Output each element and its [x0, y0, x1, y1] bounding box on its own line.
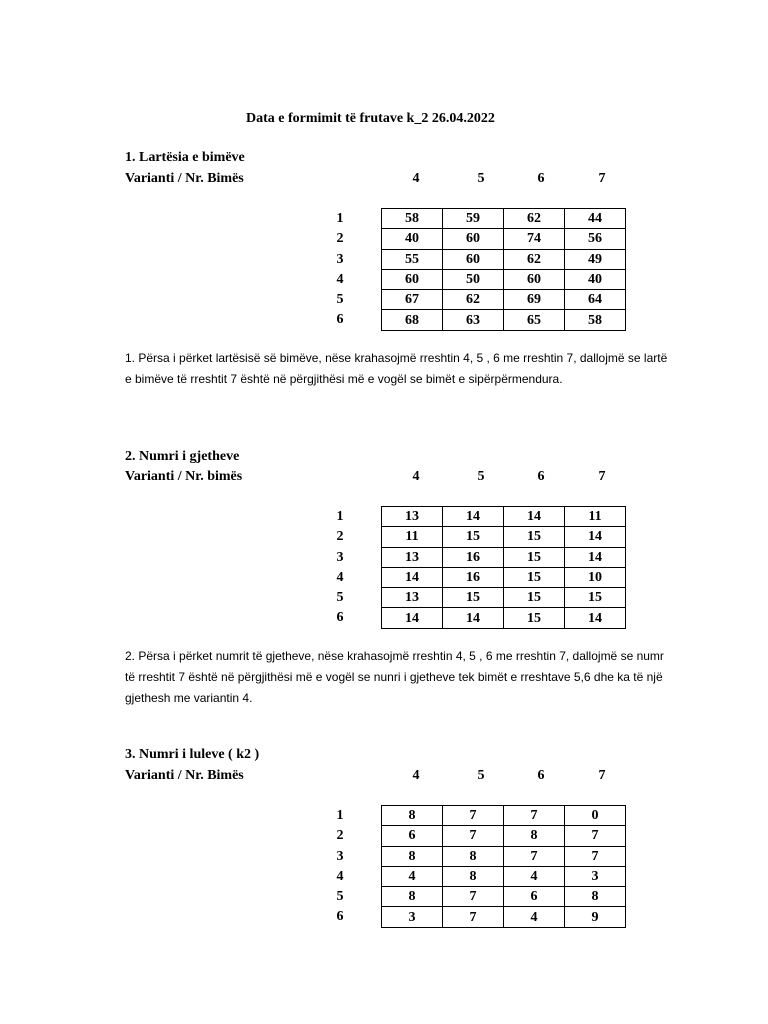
table-row: [382, 310, 626, 330]
table-cell: 15: [565, 588, 626, 608]
table-cell: 74: [504, 229, 565, 249]
row-label: 1: [336, 808, 344, 823]
column-header: 5: [477, 768, 485, 783]
note-line: gjethesh me variantin 4.: [125, 691, 253, 705]
row-label: 5: [336, 292, 344, 308]
table-row: [382, 907, 626, 927]
table-cell: 7: [443, 806, 504, 826]
section-heading: 2. Numri i gjetheve: [125, 449, 240, 464]
table-cell: 40: [382, 229, 443, 249]
row-label: 2: [336, 231, 344, 247]
data-table: [381, 805, 626, 928]
table-cell: 60: [504, 269, 565, 289]
table-cell: 14: [565, 547, 626, 567]
table-cell: 16: [443, 567, 504, 587]
section-heading: 1. Lartësia e bimëve: [125, 150, 245, 165]
table-cell: 6: [382, 826, 443, 846]
table-cell: 14: [565, 608, 626, 628]
table-cell: 7: [443, 826, 504, 846]
column-header: 7: [598, 768, 606, 783]
note-line: 2. Përsa i përket numrit të gjetheve, nëse krahasojmë rreshtin 4, 5 , 6 me rreshtin 7, dallojmë se numr: [125, 649, 664, 663]
table-cell: 60: [382, 269, 443, 289]
section-note: [125, 646, 695, 709]
table-row: [382, 567, 626, 587]
table-cell: 15: [504, 588, 565, 608]
table-cell: 8: [565, 887, 626, 907]
row-label: 4: [336, 569, 344, 585]
column-header: 5: [477, 171, 485, 186]
table-cell: 15: [443, 527, 504, 547]
section-subheading: Varianti / Nr. bimës: [125, 469, 243, 484]
table-cell: 9: [565, 907, 626, 927]
table-cell: 14: [443, 507, 504, 527]
section-note: [125, 348, 695, 390]
table-cell: 63: [443, 310, 504, 330]
table-cell: 8: [382, 846, 443, 866]
table-cell: 11: [382, 527, 443, 547]
row-label: 5: [336, 590, 344, 606]
table-cell: 65: [504, 310, 565, 330]
table-cell: 58: [565, 310, 626, 330]
table-cell: 15: [504, 527, 565, 547]
table-cell: 16: [443, 547, 504, 567]
section-subheading: Varianti / Nr. Bimës: [125, 171, 244, 186]
table-cell: 3: [565, 866, 626, 886]
table-cell: 14: [565, 527, 626, 547]
table-cell: 14: [504, 507, 565, 527]
row-label: 4: [336, 868, 344, 884]
table-cell: 62: [504, 249, 565, 269]
row-label: 1: [336, 211, 344, 226]
table-cell: 7: [565, 826, 626, 846]
row-labels: [330, 209, 350, 331]
row-label: 5: [336, 889, 344, 905]
table-cell: 4: [504, 866, 565, 886]
table-cell: 7: [565, 846, 626, 866]
section-subheading: Varianti / Nr. Bimës: [125, 768, 244, 783]
row-label: 6: [336, 312, 344, 328]
table-cell: 3: [382, 907, 443, 927]
table-cell: 15: [504, 567, 565, 587]
table-row: [382, 527, 626, 547]
table-cell: 60: [443, 249, 504, 269]
table-row: [382, 249, 626, 269]
column-header: 7: [598, 469, 606, 484]
table-cell: 67: [382, 290, 443, 310]
page-title: Data e formimit të frutave k_2 26.04.2022: [246, 111, 495, 126]
table-row: [382, 806, 626, 826]
table-cell: 4: [504, 907, 565, 927]
table-cell: 60: [443, 229, 504, 249]
column-header: 4: [412, 469, 420, 484]
row-label: 4: [336, 271, 344, 287]
column-header: 6: [537, 171, 545, 186]
note-line: e bimëve të rreshtit 7 është në përgjithësi më e vogël se bimët e sipërpërmendura.: [125, 372, 563, 386]
table-row: [382, 507, 626, 527]
column-header: 4: [412, 768, 420, 783]
row-label: 6: [336, 610, 344, 626]
table-cell: 56: [565, 229, 626, 249]
column-header: 7: [598, 171, 606, 186]
table-cell: 14: [443, 608, 504, 628]
row-label: 6: [336, 909, 344, 925]
row-labels: [330, 806, 350, 928]
table-cell: 7: [443, 887, 504, 907]
table-cell: 62: [504, 209, 565, 229]
note-line: 1. Përsa i përket lartësisë së bimëve, nëse krahasojmë rreshtin 4, 5 , 6 me rreshtin 7, dallojmë se lartë: [125, 351, 668, 365]
table-cell: 7: [504, 846, 565, 866]
table-row: [382, 547, 626, 567]
column-header: 6: [537, 768, 545, 783]
table-row: [382, 608, 626, 628]
table-cell: 62: [443, 290, 504, 310]
column-header: 5: [477, 469, 485, 484]
row-label: 3: [336, 251, 344, 267]
table-cell: 13: [382, 547, 443, 567]
table-cell: 7: [504, 806, 565, 826]
table-row: [382, 229, 626, 249]
note-line: të rreshtit 7 është në përgjithësi më e vogël se nunri i gjetheve tek bimët e rreshtave 5,6 dhe ka të një: [125, 670, 663, 684]
column-header: 4: [412, 171, 420, 186]
table-cell: 50: [443, 269, 504, 289]
table-cell: 55: [382, 249, 443, 269]
table-row: [382, 209, 626, 229]
table-row: [382, 866, 626, 886]
table-cell: 4: [382, 866, 443, 886]
table-row: [382, 826, 626, 846]
table-cell: 8: [504, 826, 565, 846]
row-label: 3: [336, 848, 344, 864]
table-cell: 69: [504, 290, 565, 310]
table-cell: 7: [443, 907, 504, 927]
row-label: 2: [336, 529, 344, 545]
table-cell: 59: [443, 209, 504, 229]
table-cell: 13: [382, 588, 443, 608]
row-label: 3: [336, 549, 344, 565]
table-row: [382, 846, 626, 866]
table-cell: 11: [565, 507, 626, 527]
table-cell: 15: [504, 547, 565, 567]
data-table: [381, 506, 626, 629]
table-cell: 68: [382, 310, 443, 330]
row-label: 2: [336, 828, 344, 844]
table-cell: 10: [565, 567, 626, 587]
table-row: [382, 290, 626, 310]
table-cell: 15: [504, 608, 565, 628]
table-cell: 0: [565, 806, 626, 826]
section-heading: 3. Numri i luleve ( k2 ): [125, 747, 260, 762]
table-cell: 49: [565, 249, 626, 269]
table-cell: 44: [565, 209, 626, 229]
table-cell: 8: [443, 846, 504, 866]
table-cell: 14: [382, 608, 443, 628]
data-table: [381, 208, 626, 331]
table-row: [382, 887, 626, 907]
table-cell: 8: [382, 887, 443, 907]
table-row: [382, 269, 626, 289]
table-cell: 6: [504, 887, 565, 907]
table-cell: 14: [382, 567, 443, 587]
column-header: 6: [537, 469, 545, 484]
table-cell: 8: [443, 866, 504, 886]
table-cell: 15: [443, 588, 504, 608]
row-label: 1: [336, 509, 344, 524]
table-cell: 13: [382, 507, 443, 527]
table-cell: 64: [565, 290, 626, 310]
row-labels: [330, 507, 350, 629]
table-row: [382, 588, 626, 608]
table-cell: 58: [382, 209, 443, 229]
table-cell: 8: [382, 806, 443, 826]
table-cell: 40: [565, 269, 626, 289]
